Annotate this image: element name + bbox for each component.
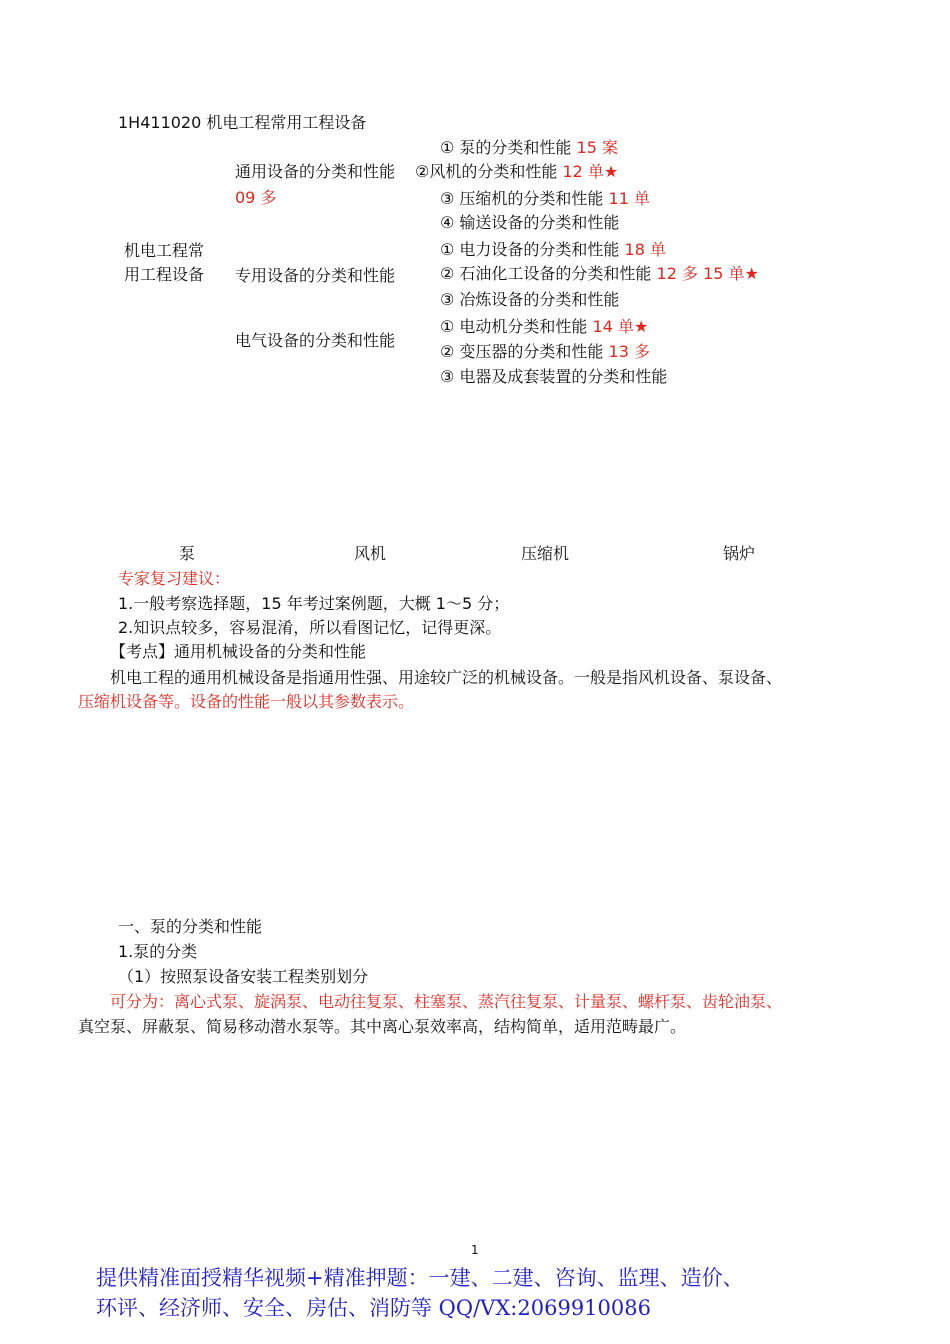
advice-heading: 专家复习建议： <box>118 569 231 588</box>
outline-electrical-item-2: ② 变压器的分类和性能 13 多 <box>440 342 650 361</box>
kaodian-paragraph-line2: 压缩机设备等。设备的性能一般以其参数表示。 <box>78 692 415 711</box>
outline-general-item-2: ②风机的分类和性能 12 单★ <box>415 162 619 181</box>
kaodian-title: 【考点】通用机械设备的分类和性能 <box>110 642 367 661</box>
advice-line-1: 1.一般考察选择题，15 年考过案例题，大概 1～5 分； <box>118 594 510 613</box>
footer-ad-line1: 提供精准面授精华视频+精准押题：一建、二建、咨询、监理、造价、 <box>96 1266 744 1290</box>
pump-sub-title: 1.泵的分类 <box>118 942 198 961</box>
pump-section-title: 一、泵的分类和性能 <box>118 917 263 936</box>
footer-ad-line2: 环评、经济师、安全、房估、消防等 QQ/VX:2069910086 <box>96 1296 651 1320</box>
outline-general-item-4: ④ 输送设备的分类和性能 <box>440 213 620 232</box>
pump-sub-sub-title: （1）按照泵设备安装工程类别划分 <box>118 967 369 986</box>
outline-general-note: 09 多 <box>235 188 277 207</box>
outline-general-item-3: ③ 压缩机的分类和性能 11 单 <box>440 189 650 208</box>
outline-special-item-1: ① 电力设备的分类和性能 18 单 <box>440 240 666 259</box>
outline-special-item-2: ② 石油化工设备的分类和性能 12 多 15 单★ <box>440 264 759 283</box>
pump-types-line1: 可分为：离心式泵、旋涡泵、电动往复泵、柱塞泵、蒸汽往复泵、计量泵、螺杆泵、齿轮油泵、 <box>110 992 783 1011</box>
caption-fan: 风机 <box>354 544 387 563</box>
outline-root-line1: 机电工程常 <box>124 241 205 260</box>
outline-special-label: 专用设备的分类和性能 <box>235 266 396 285</box>
outline-electrical-item-1: ① 电动机分类和性能 14 单★ <box>440 317 649 336</box>
outline-root-line2: 用工程设备 <box>124 265 205 284</box>
advice-line-2: 2.知识点较多，容易混淆，所以看图记忆，记得更深。 <box>118 618 502 637</box>
outline-general-label: 通用设备的分类和性能 <box>235 162 396 181</box>
pump-types-line2: 真空泵、屏蔽泵、简易移动潜水泵等。其中离心泵效率高，结构简单，适用范畴最广。 <box>78 1017 687 1036</box>
caption-boiler: 锅炉 <box>723 544 756 563</box>
outline-electrical-item-3: ③ 电器及成套装置的分类和性能 <box>440 367 668 386</box>
page-number: 1 <box>471 1243 479 1257</box>
outline-code-title: 1H411020 机电工程常用工程设备 <box>118 113 367 132</box>
outline-electrical-label: 电气设备的分类和性能 <box>235 331 396 350</box>
kaodian-paragraph-line1: 机电工程的通用机械设备是指通用性强、用途较广泛的机械设备。一般是指风机设备、泵设备、 <box>110 668 783 687</box>
caption-compressor: 压缩机 <box>521 544 570 563</box>
outline-general-item-1: ① 泵的分类和性能 15 案 <box>440 138 618 157</box>
caption-pump: 泵 <box>179 544 196 563</box>
outline-special-item-3: ③ 冶炼设备的分类和性能 <box>440 290 620 309</box>
